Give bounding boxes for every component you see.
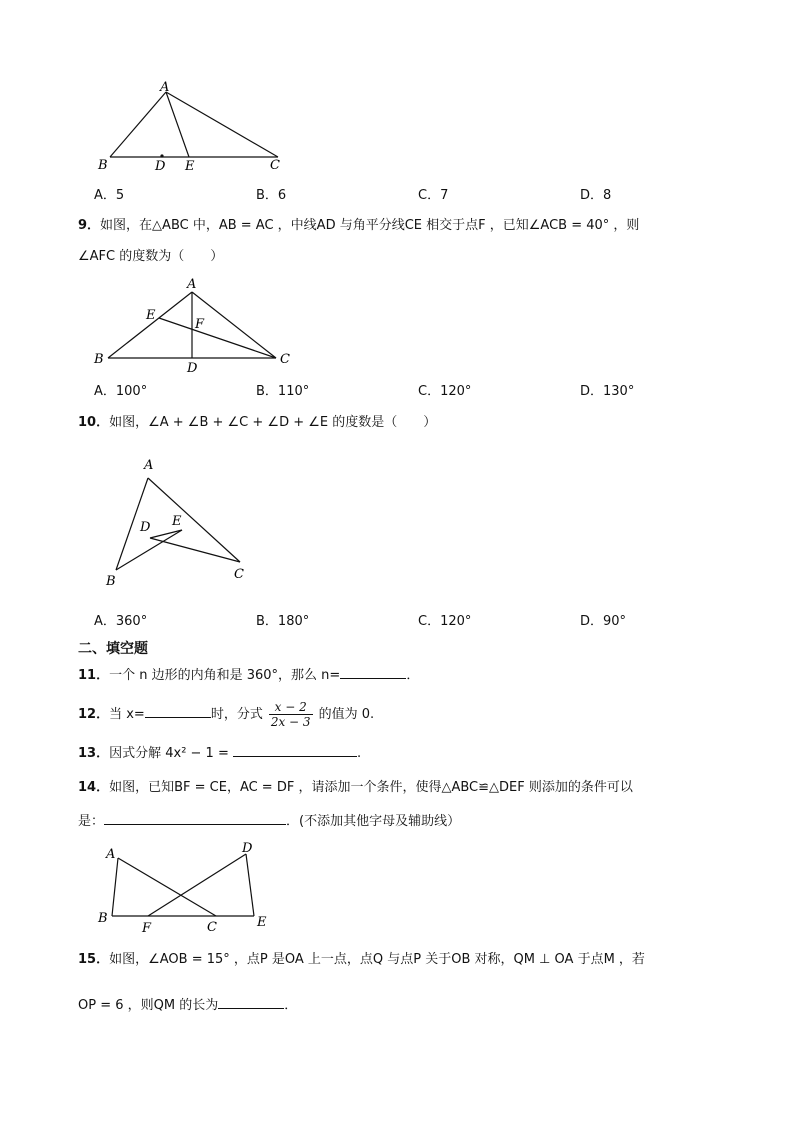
label-F: F [142,921,152,936]
label-A: A [187,277,197,292]
figure-q8-triangle [94,80,290,176]
q10-option-c[interactable]: C．120° [418,614,472,629]
q15-stem [78,950,718,970]
q15-number: 15． [78,952,110,967]
q10-text: 如图，∠A + ∠B + ∠C + ∠D + ∠E 的度数是（ ） [109,415,437,430]
q14-text-line2: 是： [78,814,105,829]
q11-text: 一个 n 边形的内角和是 360°，那么 n= [109,668,341,683]
label-E: E [172,514,182,529]
q9-option-d[interactable]: D．130° [580,384,635,399]
q13-number: 13． [78,746,110,761]
q9-stem [78,216,718,236]
label-A: A [106,847,116,862]
label-D: D [140,520,151,535]
q8-option-a[interactable]: A．5 [94,188,125,203]
label-C: C [280,352,290,367]
q13-text: 因式分解 4x² − 1 = [109,746,233,761]
q14-answer-blank[interactable] [104,810,286,825]
q12-text-mid: 时，分式 [210,707,263,722]
label-E: E [185,159,195,174]
q12-numerator: x − 2 [269,700,313,715]
q13-answer-blank[interactable] [233,742,357,757]
q12-text: 当 x= [109,707,145,722]
label-A: A [144,458,154,473]
q14-stem-line2 [78,810,718,832]
label-B: B [106,574,116,589]
q13-stem [78,742,718,764]
label-E: E [257,915,267,930]
q10-number: 10． [78,415,110,430]
q15-answer-blank[interactable] [218,994,284,1009]
label-E: E [146,308,156,323]
q15-text-line1: 如图，∠AOB = 15° ，点P 是OA 上一点，点Q 与点P 关于OB 对称，QM ⊥ OA 于点M ，若 [109,952,645,967]
q11-answer-blank[interactable] [340,664,406,679]
q8-option-b[interactable]: B．6 [256,188,287,203]
q15-stem-line2 [78,994,718,1016]
label-C: C [270,158,280,173]
q8-option-d[interactable]: D．8 [580,188,612,203]
q15-text-line2: OP = 6 ，则QM 的长为 [78,998,219,1013]
q15-text-line2-end: ． [284,998,298,1013]
figure-q14-triangles [94,840,274,936]
q11-text-end: ． [406,668,420,683]
label-C: C [234,567,244,582]
label-B: B [98,911,108,926]
q12-text-end: 的值为 0. [318,707,375,722]
q14-stem [78,778,718,798]
label-D: D [187,361,198,376]
section-heading: 二、填空题 [78,641,148,657]
q9-stem-line2: ∠AFC 的度数为（ ） [78,249,224,264]
q12-fraction [269,700,313,729]
q10-option-a[interactable]: A．360° [94,614,148,629]
q10-stem [78,413,718,433]
q9-text-line1: 如图，在△ABC 中，AB = AC ，中线AD 与角平分线CE 相交于点F ，已知∠ACB = 40° ，则 [100,218,640,233]
label-C: C [207,920,217,935]
q12-number: 12． [78,707,110,722]
label-D: D [155,159,166,174]
figure-q10-star [100,452,256,592]
q14-text-line1: 如图，已知BF = CE，AC = DF ，请添加一个条件，使得△ABC≌△DEF 则添加的条件可以 [109,780,633,795]
q8-option-c[interactable]: C．7 [418,188,449,203]
q14-number: 14． [78,780,110,795]
q11-number: 11． [78,668,110,683]
q13-text-end: . [357,746,362,761]
q10-option-d[interactable]: D．90° [580,614,627,629]
label-A: A [160,80,170,95]
q12-answer-blank[interactable] [145,703,211,718]
q12-denominator: 2x − 3 [270,715,311,729]
q9-option-c[interactable]: C．120° [418,384,472,399]
label-B: B [94,352,104,367]
q9-option-b[interactable]: B．110° [256,384,310,399]
label-D: D [242,841,253,856]
q9-option-a[interactable]: A．100° [94,384,148,399]
q11-stem [78,664,718,686]
label-B: B [98,158,108,173]
q12-stem [78,697,718,733]
q10-option-b[interactable]: B．180° [256,614,310,629]
label-F: F [195,317,205,332]
q14-text-line2-end: ．(不添加其他字母及辅助线） [286,814,461,829]
q9-number: 9． [78,218,101,233]
figure-q9-triangle [88,274,304,376]
